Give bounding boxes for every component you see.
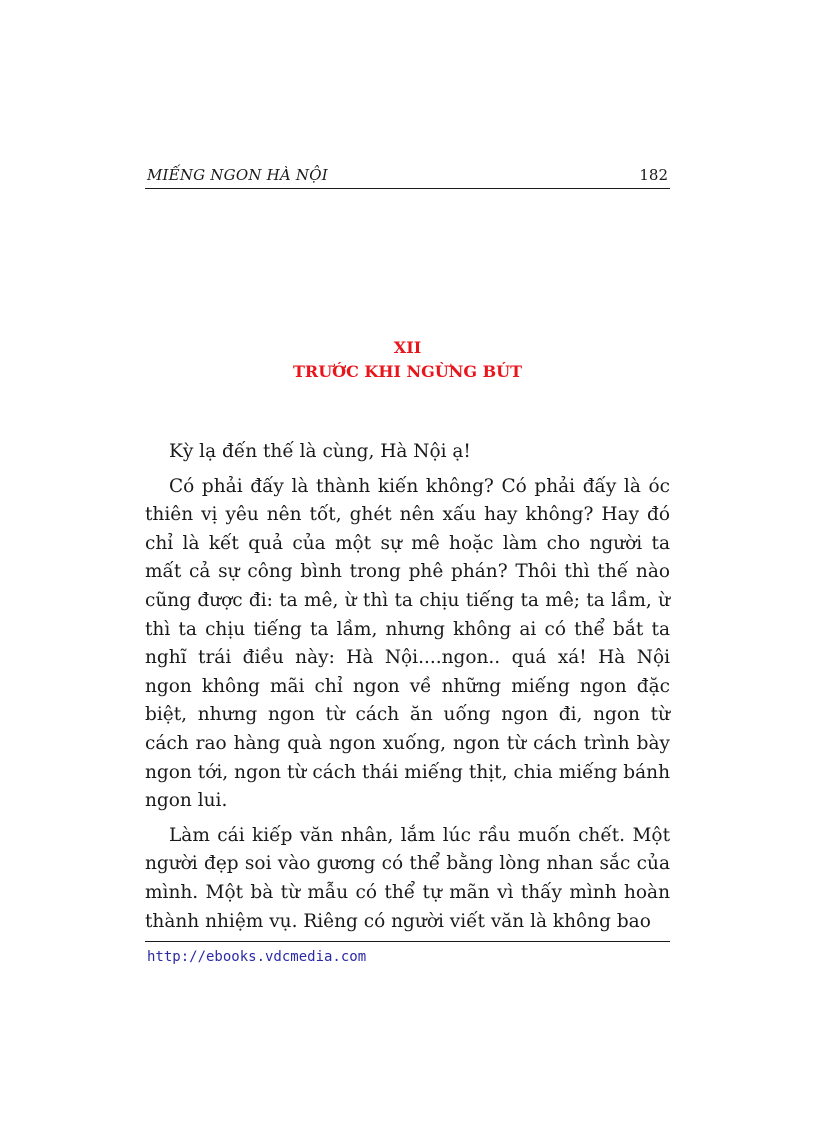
chapter-number: XII — [393, 338, 422, 357]
book-title: MIẾNG NGON HÀ NỘI — [147, 166, 328, 184]
running-header — [145, 164, 670, 189]
footer-divider — [145, 941, 670, 942]
book-page — [145, 0, 670, 1123]
chapter-title: TRƯỚC KHI NGỪNG BÚT — [293, 362, 522, 381]
footer-link[interactable]: http://ebooks.vdcmedia.com — [147, 949, 367, 965]
body-text — [145, 438, 670, 942]
page-number: 182 — [639, 166, 668, 184]
paragraph: Làm cái kiếp văn nhân, lắm lúc rầu muốn chết. Một người đẹp soi vào gương có thể bằng lòng nhan sắc của mình. Một bà từ mẫu có thể tự mãn vì thấy mình hoàn thành nhiệm vụ. Riêng có người viết văn là không bao — [145, 824, 670, 932]
paragraph: Kỳ lạ đến thế là cùng, Hà Nội ạ! — [169, 441, 471, 462]
paragraph: Có phải đấy là thành kiến không? Có phải đấy là óc thiên vị yêu nên tốt, ghét nên xấu hay không? Hay đó chỉ là kết quả của một sự mê hoặc làm cho người ta mất cả sự công bình trong phê phán? Thôi thì thế nào cũng được đi: ta mê, ừ thì ta chịu tiếng ta mê; ta lầm, ừ thì ta chịu tiếng ta lầm, nhưng không ai có thể bắt ta nghĩ trái điều này: Hà Nội....ngon.. quá xá! Hà Nội ngon không mãi chỉ ngon về những miếng ngon đặc biệt, nhưng ngon từ cách ăn uống ngon đi, ngon từ cách rao hàng quà ngon xuống, ngon từ cách trình bày ngon tới, ngon từ cách thái miếng thịt, chia miếng bánh ngon lui. — [145, 475, 670, 812]
